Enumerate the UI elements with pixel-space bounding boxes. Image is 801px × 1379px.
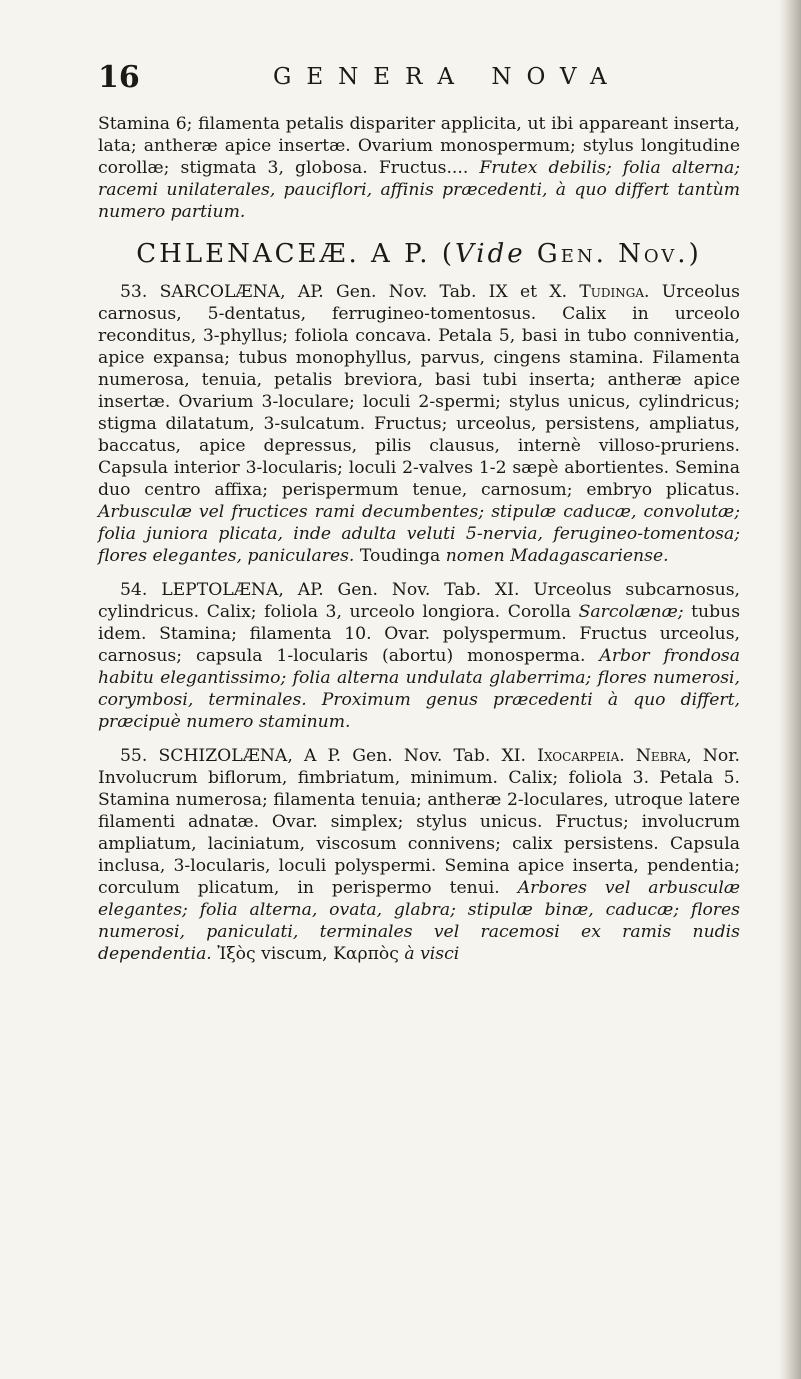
genus-name: LEPTOLÆNA	[161, 580, 279, 600]
entry-54	[98, 579, 740, 733]
vernacular-name: Tudinga.	[579, 282, 650, 302]
entry-habit: Arbores vel arbusculæ elegantes; folia alterna, ovata, glabra; stipulæ binæ, caducæ; flores numerosi, paniculati, terminales vel racemosi ex ramis nudis dependentia.	[98, 878, 740, 964]
genus-ref: , AP. Gen. Nov. Tab. IX et X.	[280, 282, 568, 302]
entry-habit: Arbusculæ vel fructices rami decumbentes; stipulæ caducæ, convolutæ; folia juniora plicata, inde adulta veluti 5-nervia, ferugineo-tomentosa; flores elegantes, paniculares.	[98, 502, 740, 566]
page-number: 16	[98, 60, 140, 95]
entry-description-italic: Sarcolænæ;	[578, 602, 684, 622]
greek-gloss-2: à visci	[404, 944, 460, 964]
genus-name: SARCOLÆNA	[159, 282, 281, 302]
page-header	[98, 60, 738, 100]
entry-description: Urceolus subcarnosus, cylindricus. Calix; foliola 3, urceolo longiora. Corolla	[98, 580, 740, 622]
section-heading: CHLENACEÆ. A P. (Vide Gen. Nov.)	[136, 239, 702, 269]
vernacular-name-2: Nebra	[635, 746, 687, 766]
greek-gloss-1: viscum,	[261, 944, 328, 964]
entry-tail-italic: nomen Madagascariense.	[445, 546, 669, 566]
entry-number: 54.	[120, 580, 148, 600]
entry-53	[98, 281, 740, 567]
intro-paragraph	[98, 113, 740, 223]
greek-word-1: Ἰξὸς	[217, 944, 256, 964]
section-vide: Vide	[454, 239, 526, 269]
genus-ref: , A P. Gen. Nov. Tab. XI.	[287, 746, 526, 766]
entry-habit: Arbor frondosa habitu elegantissimo; folia alterna undulata glaberrima; flores numerosi, corymbosi, terminales. Proximum genus præcedenti à quo differt, præcipuè numero staminum.	[98, 646, 740, 732]
intro-italic: Frutex debilis; folia alterna; racemi unilaterales, pauciflori, affinis præcedenti, à quo differt tantùm numero partium.	[98, 158, 740, 222]
greek-word-2: Καρπὸς	[333, 944, 399, 964]
entry-description: Urceolus carnosus, 5-dentatus, ferrugineo-tomentosus. Calix in urceolo reconditus, 3-phyllus; foliola concava. Petala 5, basi in tubo conniventia, apice expansa; tubus monophyllus, parvus, cingens stamina. Filamenta numerosa, tenuia, petalis breviora, basi tubi inserta; antheræ apice insertæ. Ovarium 3-loculare; loculi 2-spermi; stylus unicus, cylindricus; stigma dilatatum, 3-sulcatum. Fructus; urceolus, persistens, ampliatus, baccatus, apice depressus, pilis clausus, internè villoso-pruriens. Capsula interior 3-locularis; loculi 2-valves 1-2 sæpè abortientes. Semina duo centro affixa; perispermum tenue, carnosum; embryo plicatus.	[98, 282, 740, 500]
page-body	[98, 113, 740, 965]
vernacular-name: Ixocarpeia.	[537, 746, 625, 766]
page-edge-shadow	[779, 0, 801, 1379]
entry-number: 53.	[120, 282, 148, 302]
entry-description-cont: tubus idem. Stamina; filamenta 10. Ovar. polyspermum. Fructus urceolus, carnosus; capsula 1-locularis (abortu) monosperma.	[98, 602, 741, 666]
vernacular-ref: , Nor.	[686, 746, 741, 766]
entry-description: Involucrum biflorum, fimbriatum, minimum. Calix; foliola 3. Petala 5. Stamina numerosa; filamenta tenuia; antheræ 2-loculares, utroque latere filamenti adnatæ. Ovar. simplex; stylus unicus. Fructus; involucrum ampliatum, laciniatum, viscosum connivens; calix persistens. Capsula inclusa, 3-locularis, loculi polyspermi. Semina apice inserta, pendentia; corculum plicatum, in perispermo tenui.	[98, 768, 740, 898]
running-title: GENERA NOVA	[273, 64, 622, 90]
entry-tail: Toudinga	[359, 546, 441, 566]
entry-55	[98, 745, 740, 965]
section-ref: Gen. Nov.)	[525, 239, 702, 269]
genus-ref: , AP. Gen. Nov. Tab. XI.	[278, 580, 520, 600]
entry-number: 55.	[120, 746, 148, 766]
genus-name: SCHIZOLÆNA	[158, 746, 288, 766]
intro-text: Stamina 6; filamenta petalis dispariter applicita, ut ibi appareant inserta, lata; antheræ apice insertæ. Ovarium monospermum; stylus longitudine corollæ; stigmata 3, globosa. Fructus....	[98, 114, 740, 178]
